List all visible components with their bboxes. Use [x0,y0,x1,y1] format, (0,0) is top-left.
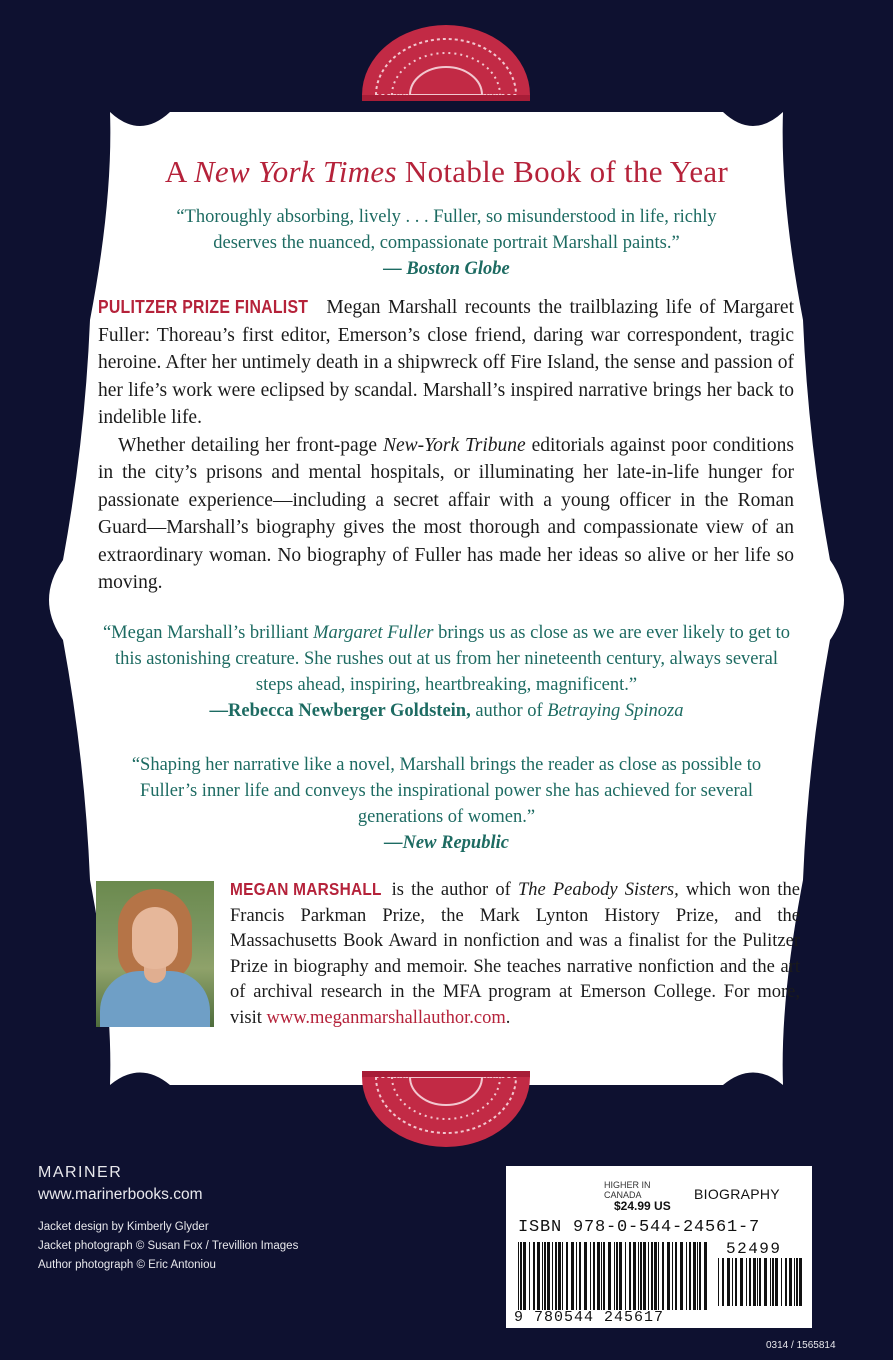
credits [38,1218,298,1275]
barcode-bar [718,1258,719,1306]
credit-author-photo: Author photograph © Eric Antoniou [38,1259,216,1271]
barcode-bar [799,1258,802,1306]
barcode-bar [616,1242,618,1310]
barcode-box [506,1166,812,1328]
barcode-bar [658,1242,659,1310]
barcode-bar [537,1242,540,1310]
barcode-bar [579,1242,581,1310]
barcode-bar [775,1258,778,1306]
barcode-bar [727,1258,730,1306]
goldstein-quote [80,620,813,724]
quote2-start: “Megan Marshall’s brilliant [102,623,314,643]
quote2-source-name: —Rebecca Newberger Goldstein, [209,701,471,721]
barcode-bar [689,1242,691,1310]
barcode-bar [625,1242,626,1310]
publisher-info [38,1164,298,1275]
barcode-bar [675,1242,677,1310]
barcode-bar [753,1258,756,1306]
author-bio-end: which won the Francis Parkman Prize, the Mark Lynton History Prize, and the Massachusetts Book Award in nonfiction and was a finalist for the Pulitzer Prize in biography and memoir. She teaches narrative nonfiction and the art of archival research in the MFA program at Emerson College. For more, visit [230,880,800,1028]
higher-in-canada-label: HIGHER IN CANADA [604,1180,651,1200]
publisher-url[interactable]: www.marinerbooks.com [38,1186,203,1203]
barcode-bar [597,1242,600,1310]
barcode-bar [614,1242,615,1310]
barcode-bar [571,1242,574,1310]
barcode-bar [518,1242,519,1310]
book-description [98,294,794,597]
headline [80,154,813,190]
barcode-bar [576,1242,577,1310]
description-p2-title: New-York Tribune [382,434,526,456]
quote-source: —New Republic [384,833,509,853]
boston-globe-quote [80,204,813,282]
barcode-bar [735,1258,737,1306]
barcode-bar [781,1258,782,1306]
barcode-bar [566,1242,568,1310]
author-bio-section [96,879,800,1031]
quote-text: “Shaping her narrative like a novel, Marshall brings the reader as close as possible to Fuller’s inner life and conveys the inspirational power she has achieved for several generations of women.” [131,755,762,827]
barcode-bar [629,1242,631,1310]
headline-publication: New York Times [193,154,397,189]
barcode-bar [593,1242,595,1310]
category-label: BIOGRAPHY [694,1186,780,1202]
barcode-bar [619,1242,622,1310]
barcode-bar [638,1242,639,1310]
barcode-bar [520,1242,522,1310]
barcode-bar [633,1242,636,1310]
barcode-bar [555,1242,557,1310]
headline-suffix: Notable Book of the Year [396,154,729,189]
barcode-bar [746,1258,747,1306]
author-bio-period: . [505,1007,511,1028]
barcode-bar [732,1258,733,1306]
barcode-bar [651,1242,653,1310]
barcode-bar [523,1242,526,1310]
description-paragraph-1 [98,294,794,432]
barcode-bar [667,1242,670,1310]
back-cover-content [80,120,813,1065]
price-label: $24.99 US [614,1199,671,1213]
barcode-bar [704,1242,707,1310]
headline-prefix: A [164,154,194,189]
barcode-bar [529,1242,530,1310]
barcode-bar [764,1258,767,1306]
barcode-bar [693,1242,696,1310]
barcode-bar [789,1258,792,1306]
description-p2-start: Whether detailing her front-page [118,434,383,456]
barcode-bar [558,1242,561,1310]
author-bio [230,877,800,1031]
pulitzer-label: PULITZER PRIZE FINALIST [98,297,309,317]
barcode-bar [590,1242,591,1310]
barcode-bar [699,1242,701,1310]
isbn-label: ISBN 978-0-544-24561-7 [518,1218,761,1237]
barcode-bar [697,1242,698,1310]
author-website-link[interactable]: www.meganmarshallauthor.com [266,1007,506,1028]
barcode-bar [547,1242,550,1310]
price-barcode-bars [718,1258,802,1306]
barcode-bar [648,1242,649,1310]
credit-jacket-design: Jacket design by Kimberly Glyder [38,1221,209,1233]
quote-source: — Boston Globe [383,259,510,279]
description-paragraph-2 [98,432,794,597]
author-photo [96,881,214,1027]
barcode-bar [722,1258,724,1306]
barcode-bar [603,1242,605,1310]
description-p1-text: Megan Marshall recounts the trailblazing life of Margaret Fuller: Thoreau’s first editor, Emerson’s close friend, daring war correspondent, tragic heroine. After her untimely death in a shipwreck off Fire Island, the sense and passion of her life’s work were eclipsed by scandal. Marshall’s inspired narrative brings her back to indelible life. [98,297,794,428]
barcode-bar [686,1242,687,1310]
barcode-bar [785,1258,787,1306]
barcode-digits: 9 780544 245617 [514,1309,665,1326]
quote2-source-role: author of [470,701,548,721]
barcode-bar [794,1258,795,1306]
barcode-bar [542,1242,543,1310]
barcode-bar [640,1242,642,1310]
quote-source [80,698,813,724]
barcode-bar [759,1258,761,1306]
barcode-bar [796,1258,798,1306]
barcode-bar [672,1242,673,1310]
quote2-title: Margaret Fuller [313,623,434,643]
barcode-bar [552,1242,553,1310]
author-bio-start: is the author of [384,880,518,900]
barcode-bar [749,1258,751,1306]
barcode-bar [608,1242,611,1310]
new-republic-quote [80,752,813,856]
barcode-bar [757,1258,758,1306]
barcode-bar [772,1258,774,1306]
publisher-imprint: MARINER [38,1164,123,1181]
barcode-bar [601,1242,602,1310]
print-code: 0314 / 1565814 [766,1340,836,1351]
barcode-bar [643,1242,646,1310]
price-code-label: 52499 [726,1240,782,1258]
isbn-barcode-bars [518,1242,710,1310]
barcode-bar [544,1242,546,1310]
quote-text [80,620,813,698]
quote2-end: brings us as close as we are ever likely to get to this astonishing creature. She rushes out at us from her nineteenth century, always several steps ahead, inspiring, heartbreaking, magnificent.” [114,623,791,695]
barcode-bar [680,1242,683,1310]
barcode-bar [662,1242,664,1310]
description-p2-end: editorials against poor conditions in the city’s prisons and mental hospitals, or illuminating her late-in-life hunger for passionate experience—including a secret affair with a young officer in the Roman Guard—Marshall’s biography gives the most thorough and compassionate view of an extraordinary woman. No biography of Fuller has made her ideas so alive or her life so moving. [98,434,794,593]
quote2-source-book: Betraying Spinoza [547,701,684,721]
barcode-bar [770,1258,771,1306]
bottom-ornament [362,1071,530,1147]
barcode-bar [533,1242,535,1310]
barcode-bar [740,1258,743,1306]
barcode-bar [654,1242,657,1310]
barcode-bar [562,1242,563,1310]
author-book: The Peabody Sisters, [517,880,679,900]
author-name: MEGAN MARSHALL [230,879,382,899]
quote-text: “Thoroughly absorbing, lively . . . Fuller, so misunderstood in life, richly deserves the nuanced, compassionate portrait Marshall paints.” [176,207,717,253]
credit-jacket-photo: Jacket photograph © Susan Fox / Trevillion Images [38,1240,299,1252]
top-ornament [362,25,530,101]
barcode-bar [584,1242,587,1310]
